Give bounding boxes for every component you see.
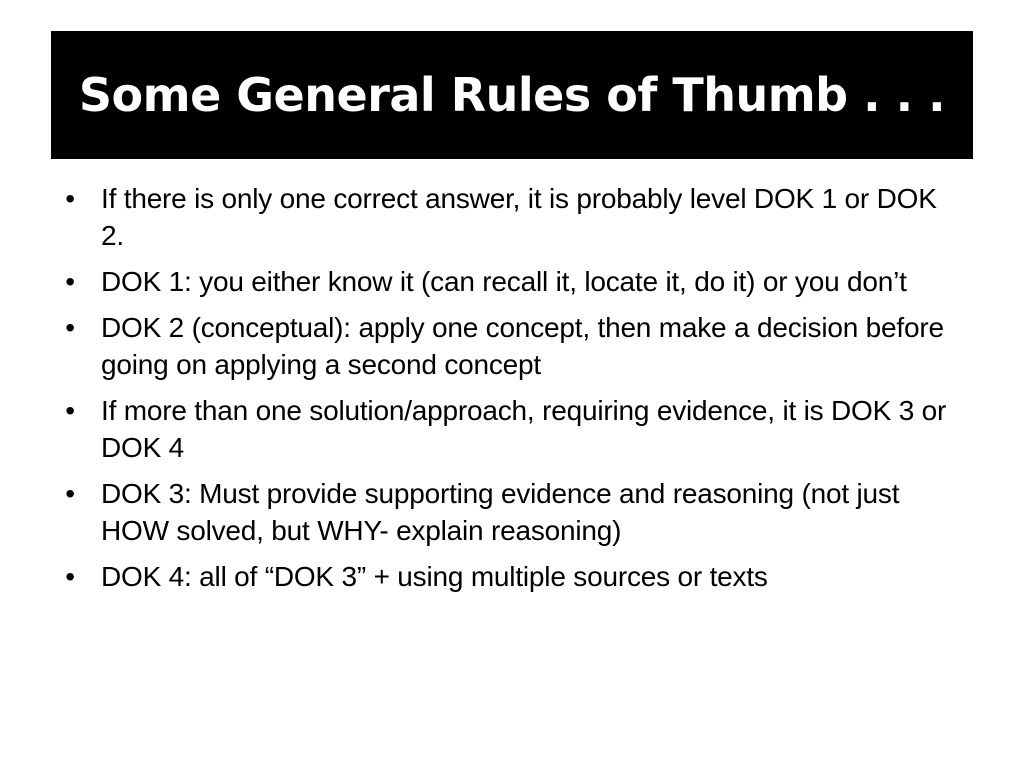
bullet-item: [60, 309, 960, 383]
bullet-icon: •: [65, 395, 75, 426]
bullet-item: [60, 263, 960, 300]
bullet-icon: •: [65, 183, 75, 214]
bullet-text: If more than one solution/approach, requiring evidence, it is DOK 3 or DOK 4: [101, 395, 947, 463]
bullet-text: DOK 4: all of “DOK 3” + using multiple sources or texts: [101, 561, 768, 592]
bullet-item: [60, 558, 960, 595]
bullet-icon: •: [65, 561, 75, 592]
bullet-icon: •: [65, 312, 75, 343]
bullet-text: If there is only one correct answer, it is probably level DOK 1 or DOK 2.: [101, 183, 937, 251]
bullet-icon: •: [65, 266, 75, 297]
bullet-icon: •: [65, 478, 75, 509]
bullet-text: DOK 1: you either know it (can recall it, locate it, do it) or you don’t: [101, 266, 907, 297]
bullet-text: DOK 2 (conceptual): apply one concept, then make a decision before going on applying a second concept: [101, 312, 944, 380]
bullet-text: DOK 3: Must provide supporting evidence and reasoning (not just HOW solved, but WHY- explain reasoning): [101, 478, 900, 546]
bullet-item: [60, 392, 960, 466]
bullet-item: [60, 475, 960, 549]
bullet-item: [60, 180, 960, 254]
slide-title: Some General Rules of Thumb . . .: [78, 68, 946, 122]
bullet-list: [60, 180, 960, 604]
title-bar: [51, 31, 973, 159]
